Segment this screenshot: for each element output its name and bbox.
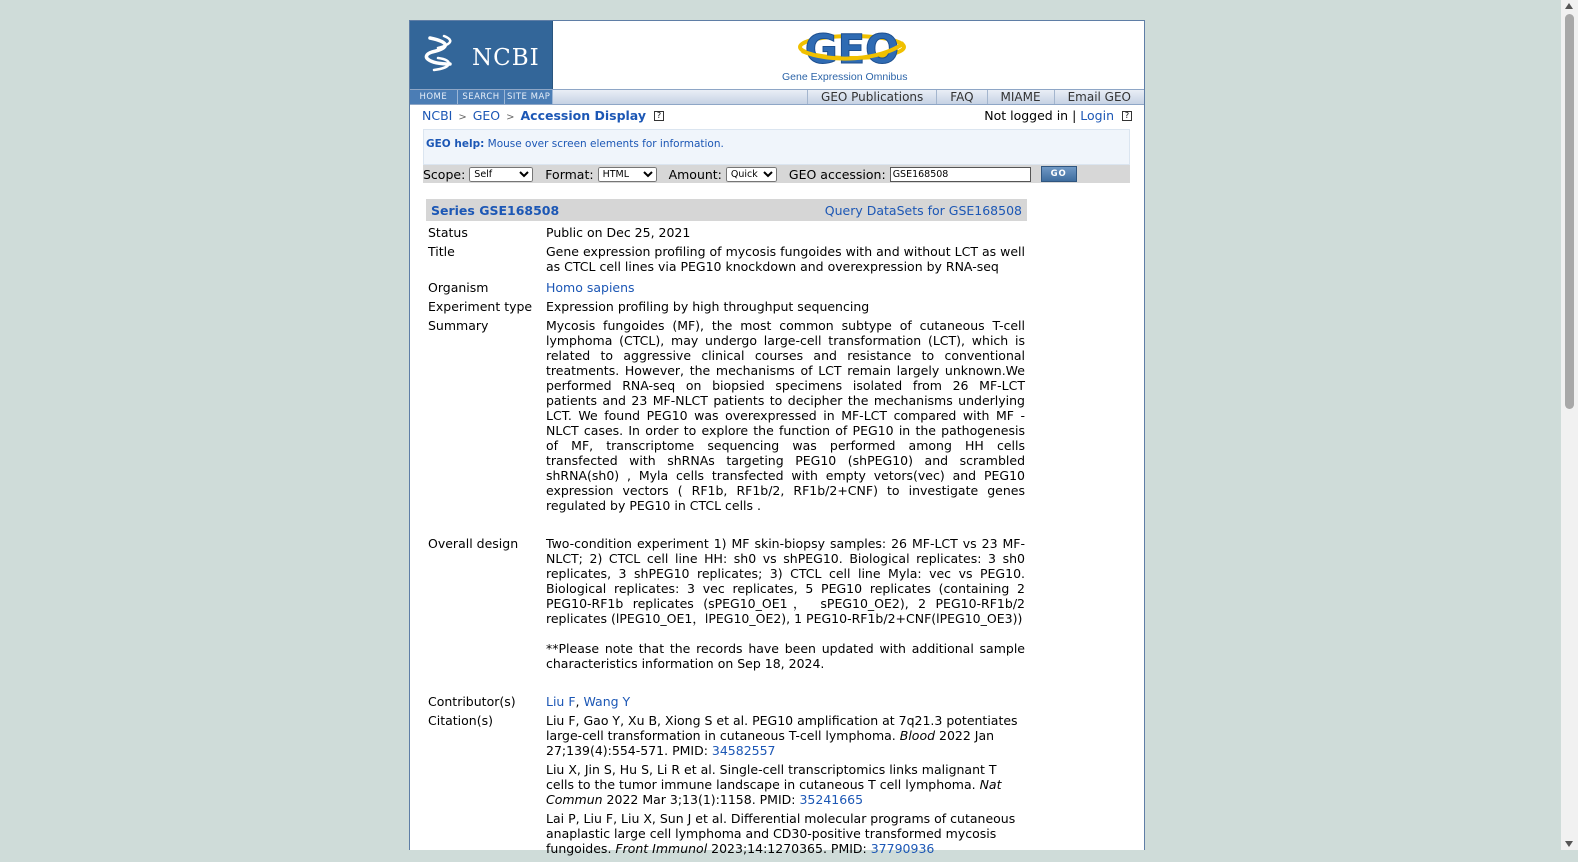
citation-text: Lai P, Liu F, Liu X, Sun J et al. Differential molecular programs of cutaneous anaplastic large cell lymphoma and CD30-positive transformed mycosis fungoides.: [546, 811, 1016, 856]
series-header: [426, 199, 1027, 221]
scope-select[interactable]: [469, 167, 533, 182]
series-title: Series GSE168508: [431, 202, 560, 218]
breadcrumb: [422, 108, 1132, 126]
geo-tagline: Gene Expression Omnibus: [782, 71, 908, 83]
login-link[interactable]: Login: [1080, 108, 1115, 123]
citation-details: 2022 Mar 3;13(1):1158. PMID:: [602, 792, 800, 807]
field-label: Experiment type: [428, 299, 533, 314]
series-panel: [426, 199, 1027, 862]
geo-logo[interactable]: [780, 25, 924, 83]
citation-details: 2022 Jan 27;139(4):554-571. PMID:: [546, 728, 995, 758]
query-datasets-link[interactable]: Query DataSets for GSE168508: [824, 202, 1022, 218]
breadcrumb-current: Accession Display: [520, 108, 647, 123]
format-select[interactable]: [598, 167, 657, 182]
scrollbar-thumb[interactable]: [1565, 14, 1574, 409]
citation-text: Liu F, Gao Y, Xu B, Xiong S et al. PEG10 amplification at 7q21.3 potentiates large-cell transformation in cutaneous T-cell lymphoma.: [546, 713, 1018, 743]
ncbi-logo[interactable]: [410, 21, 553, 89]
citation-item: [546, 713, 1025, 758]
geo-help-label: GEO help:: [426, 138, 485, 150]
breadcrumb-separator: >: [506, 112, 515, 123]
amount-select[interactable]: [726, 167, 777, 182]
contributor-link[interactable]: Wang Y: [583, 694, 631, 709]
nav-faq-link[interactable]: FAQ: [936, 90, 986, 104]
amount-label: Amount:: [668, 166, 722, 182]
overall-design-value: [544, 534, 1027, 692]
overall-design-row: [426, 534, 1027, 692]
citation-item: [546, 811, 1025, 856]
field-label: Summary: [428, 318, 489, 333]
overall-design-note: **Please note that the records have been updated with additional sample characteristics information on Sep 18, 2024.: [546, 641, 1025, 671]
field-label: Organism: [428, 280, 489, 295]
breadcrumb-separator: >: [458, 112, 467, 123]
citation-journal: Nat Commun: [546, 777, 1002, 807]
experiment-type-row: [426, 297, 1027, 316]
help-icon[interactable]: ?: [654, 111, 664, 121]
nav-sitemap-link[interactable]: SITE MAP: [505, 90, 553, 104]
nav-geo-publications-link[interactable]: GEO Publications: [807, 90, 936, 104]
vertical-scrollbar[interactable]: [1561, 0, 1578, 850]
scope-label: Scope:: [423, 166, 466, 182]
breadcrumb-geo[interactable]: GEO: [472, 108, 501, 123]
contributors-row: [426, 692, 1027, 711]
pmid-link[interactable]: 35241665: [799, 792, 864, 807]
accession-form: [423, 165, 1130, 183]
nav-search-link[interactable]: SEARCH: [458, 90, 506, 104]
header: [410, 21, 1144, 89]
citation-journal: Front Immunol: [615, 841, 708, 856]
summary-value: [544, 316, 1027, 534]
ncbi-nav: [410, 90, 553, 104]
ncbi-logo-text: NCBI: [472, 45, 540, 71]
scroll-up-arrow-icon[interactable]: [1565, 3, 1573, 9]
organism-link[interactable]: Homo sapiens: [546, 280, 635, 295]
pmid-link[interactable]: 37790936: [870, 841, 935, 856]
citation-text: Liu X, Jin S, Hu S, Li R et al. Single-cell transcriptomics links malignant T cells to the tumor immune landscape in cutaneous T cell lymphoma.: [546, 762, 997, 792]
accession-input[interactable]: [890, 167, 1031, 182]
geo-nav: [807, 90, 1144, 104]
geo-logo-text: GEO: [804, 27, 900, 71]
overall-design-text: Two-condition experiment 1) MF skin-biopsy samples: 26 MF-LCT vs 23 MF-NLCT; 2) CTCL cell line HH: sh0 vs shPEG10. Biological replicates: 3 sh0 replicates, 3 shPEG10 replicates; 3) CTCL cell line Myla: vec vs PEG10. Biological replicates: 3 vec replicates, 5 PEG10 replicates (containing 2 PEG10-RF1b replicates (sPEG10_OE1， sPEG10_OE2), 2 PEG10-RF1b/2 replicates (lPEG10_OE1，lPEG10_OE2), 1 PEG10-RF1b/2+CNF(lPEG10_OE3)): [546, 536, 1025, 626]
login-area: [984, 108, 1132, 123]
status-value: Public on Dec 25, 2021: [546, 225, 691, 240]
citation-item: [546, 762, 1025, 807]
geo-help-box: [423, 129, 1130, 165]
geo-help-text: Mouse over screen elements for information.: [484, 138, 724, 150]
field-label: Contributor(s): [428, 694, 516, 709]
scroll-down-arrow-icon[interactable]: [1565, 841, 1573, 847]
summary-text: Mycosis fungoides (MF), the most common subtype of cutaneous T-cell lymphoma (CTCL), may undergo large-cell transformation (LCT), which is related to aggressive clinical courses and resistance to conventional treatments. However, the mechanisms of LCT remain largely unknown.We performed RNA-seq on biopsied specimens isolated from 26 MF-LCT patients and 23 MF-NLCT patients to decipher the mechanisms underlying LCT. We found PEG10 was overexpressed in MF-LCT compared with MF -NLCT cases. In order to explore the function of PEG10 in the pathogenesis of MF, transcriptome sequencing was performed among HH cells transfected with shRNAs targeting PEG10 (shPEG10) and scrambled shRNA(sh0) , Myla cells transfected with empty vetors(vec) and PEG10 expression vectors ( RF1b, RF1b/2, RF1b/2+CNF) to investigate genes regulated by PEG10 in CTCL cells .: [546, 318, 1025, 513]
login-divider: |: [1072, 108, 1077, 123]
spacer: [546, 513, 1025, 532]
go-button[interactable]: GO: [1041, 166, 1077, 182]
title-value: Gene expression profiling of mycosis fungoides with and without LCT as well as CTCL cell lines via PEG10 knockdown and overexpression by RNA-seq: [546, 244, 1025, 274]
nav-home-link[interactable]: HOME: [410, 90, 458, 104]
navbar: [410, 89, 1144, 105]
format-label: Format:: [545, 166, 594, 182]
summary-row: [426, 316, 1027, 534]
status-row: [426, 223, 1027, 242]
accession-label: GEO accession:: [788, 166, 886, 182]
citation-journal: Blood: [899, 728, 936, 743]
contributor-link[interactable]: Liu F: [546, 694, 576, 709]
nav-miame-link[interactable]: MIAME: [987, 90, 1054, 104]
citation-details: 2023;14:1270365. PMID:: [707, 841, 871, 856]
geo-page: [409, 20, 1145, 856]
title-row: [426, 242, 1027, 278]
experiment-type-value: Expression profiling by high throughput sequencing: [546, 299, 870, 314]
series-details-table: [426, 223, 1027, 862]
field-label: Citation(s): [428, 713, 493, 728]
citations-row: [426, 711, 1027, 862]
nav-email-geo-link[interactable]: Email GEO: [1054, 90, 1144, 104]
field-label: Title: [428, 244, 455, 259]
geo-logo-mark: [780, 25, 924, 71]
field-label: Overall design: [428, 536, 519, 551]
citations-list: [544, 711, 1027, 862]
contributor-separator: ,: [575, 694, 584, 709]
dna-helix-icon: [424, 34, 460, 74]
login-status: Not logged in: [984, 108, 1069, 123]
field-label: Status: [428, 225, 468, 240]
spacer: [546, 671, 1025, 690]
breadcrumb-ncbi[interactable]: NCBI: [422, 108, 453, 123]
organism-row: [426, 278, 1027, 297]
login-help-icon[interactable]: ?: [1122, 111, 1132, 121]
pmid-link[interactable]: 34582557: [711, 743, 776, 758]
